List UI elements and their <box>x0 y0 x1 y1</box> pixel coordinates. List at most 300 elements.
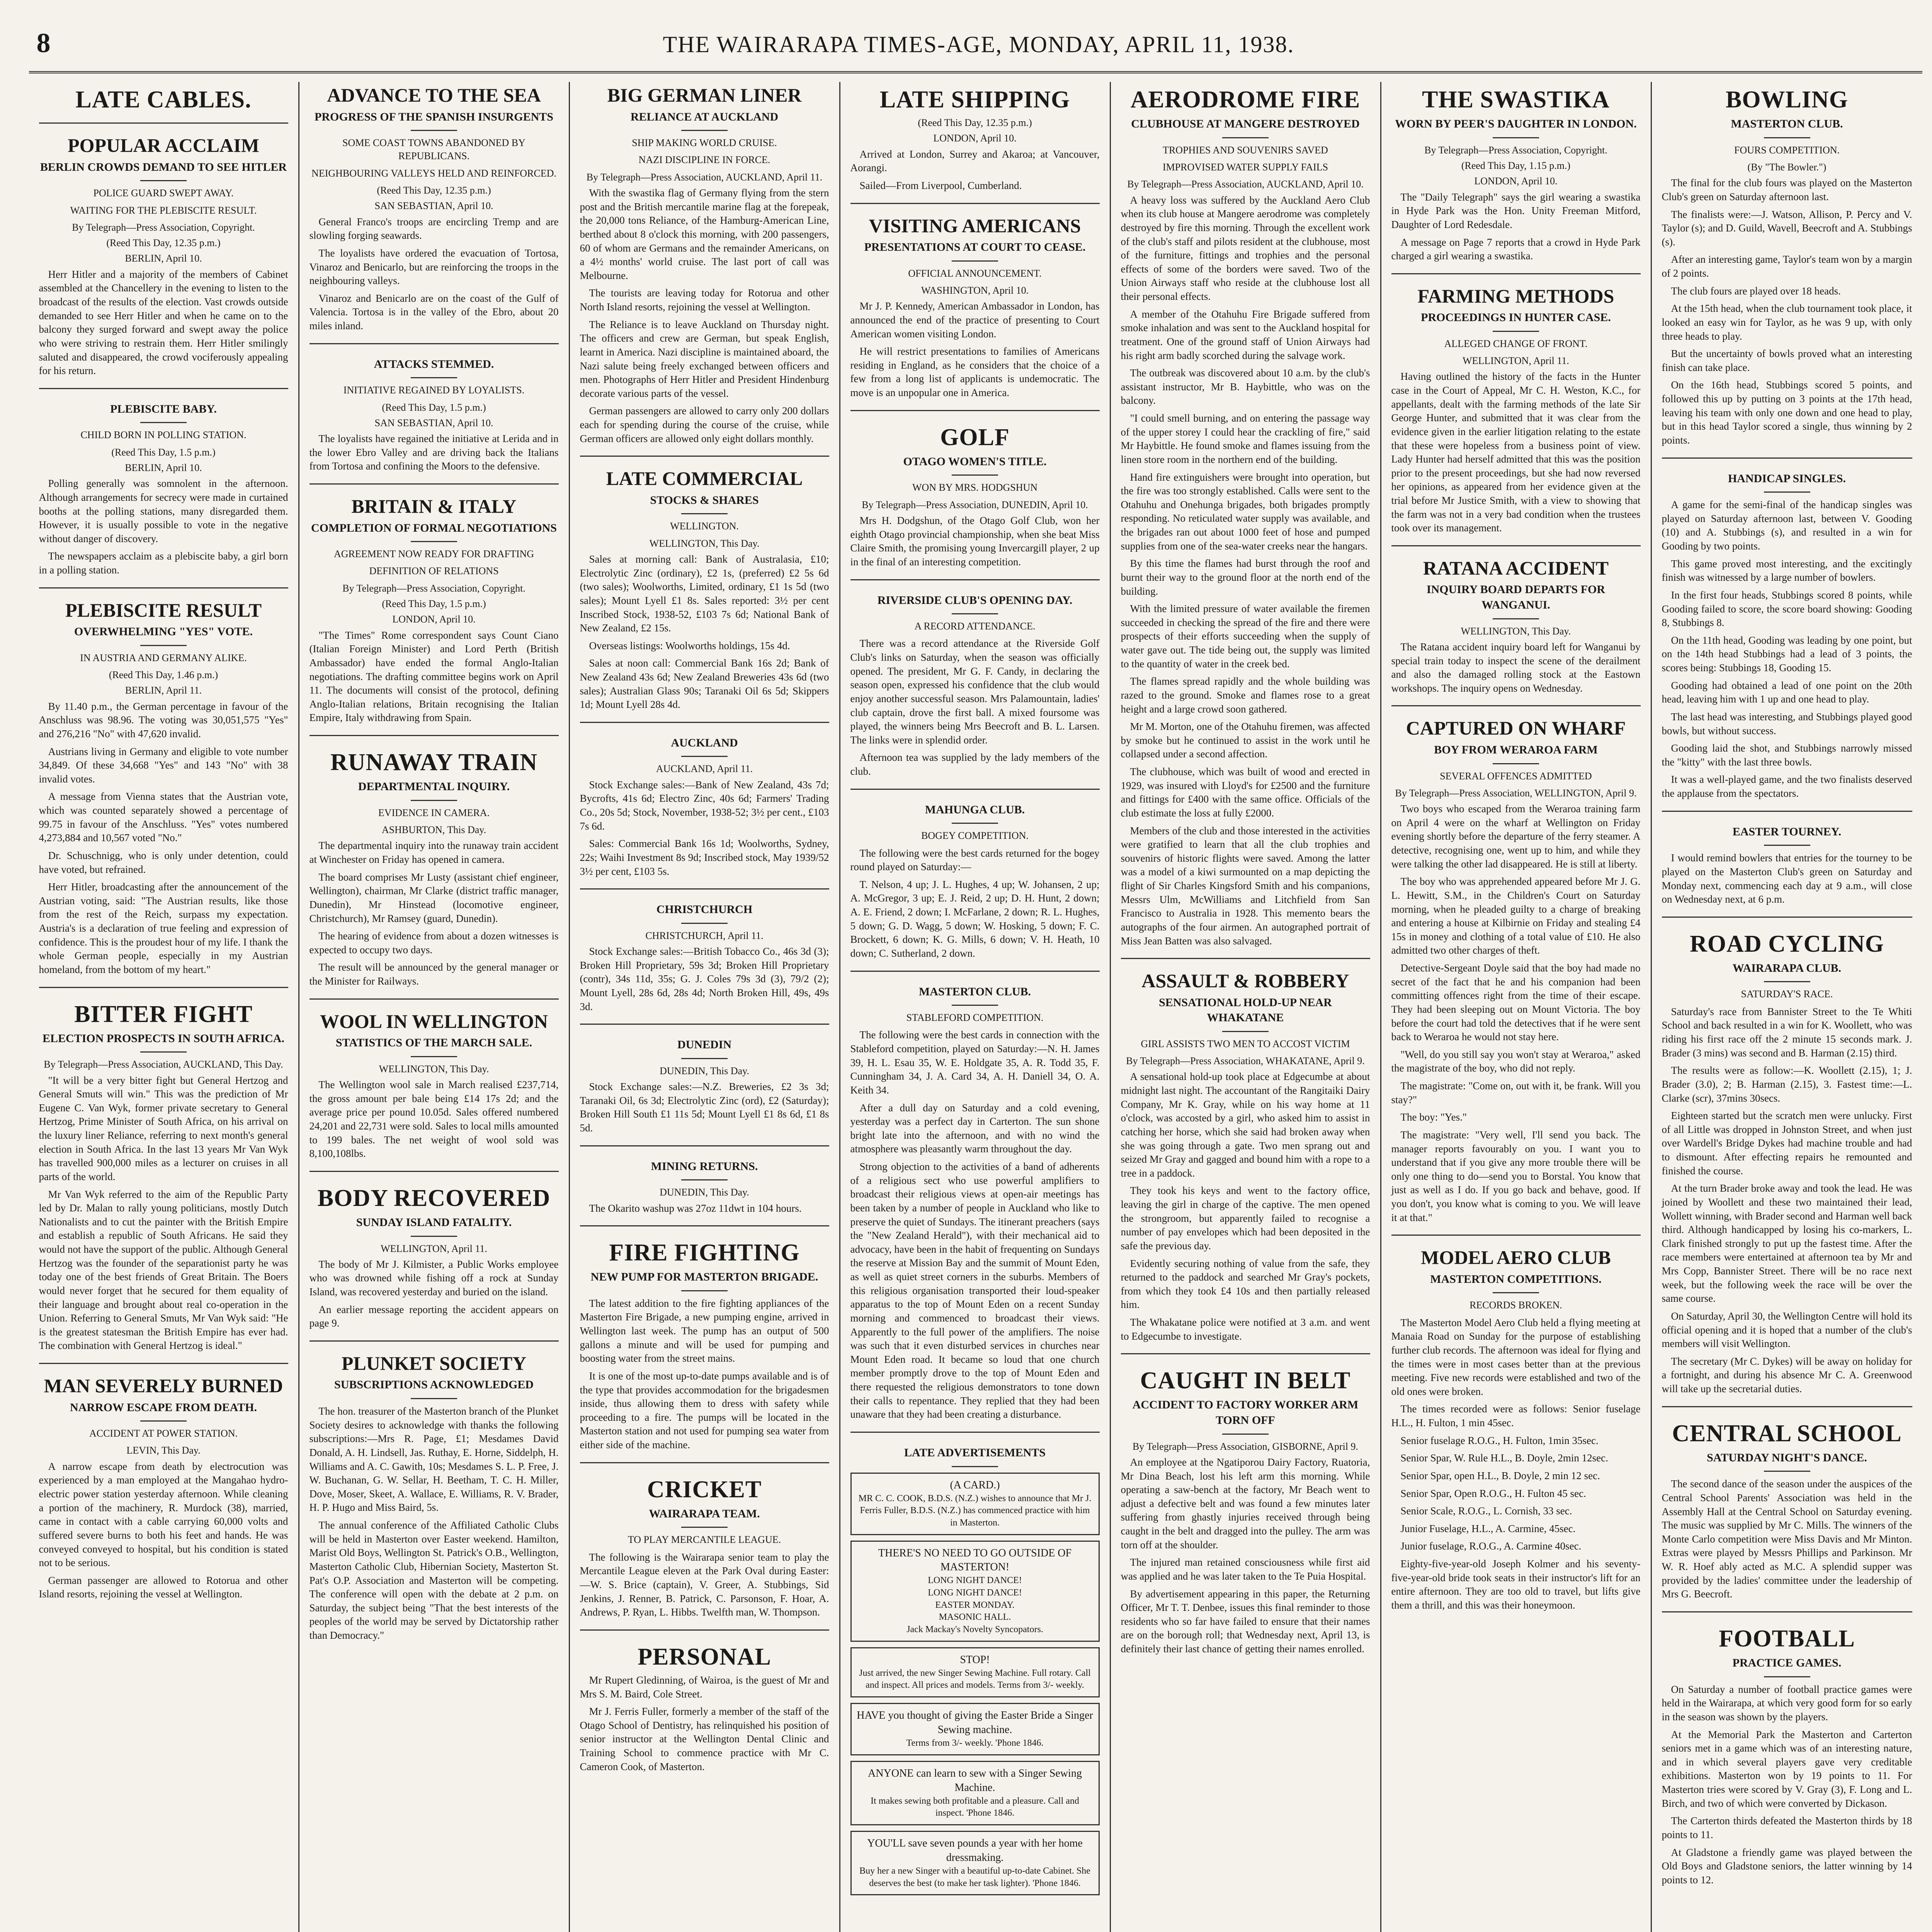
advertisement <box>850 1703 1100 1755</box>
article-subheading: RIVERSIDE CLUB'S OPENING DAY. <box>877 594 1073 607</box>
paragraph: They took his keys and went to the factory office, leaving the girl in charge of the captive. The men opened the strongroom, but apparently failed to recognise a number of pay envelopes which had been deposited in the safe the previous day. <box>1121 1185 1370 1252</box>
divider-rule <box>1222 1031 1269 1032</box>
paragraph: The Carterton thirds defeated the Masterton thirds by 18 points to 11. <box>1662 1815 1912 1840</box>
article <box>310 735 559 988</box>
article-body <box>1121 194 1370 948</box>
article-body <box>310 629 559 725</box>
dateline: (Reed This Day, 12.35 p.m.) <box>918 117 1032 129</box>
article <box>310 998 559 1161</box>
article-subheading: AGREEMENT NOW READY FOR DRAFTING <box>333 548 534 560</box>
article-subheading: WON BY MRS. HODGSHUN <box>912 482 1038 493</box>
article-subheading: IN AUSTRIA AND GERMANY ALIKE. <box>80 652 247 663</box>
article-subheading: STABLEFORD COMPETITION. <box>906 1012 1044 1024</box>
article-subheading: ACCIDENT TO FACTORY WORKER ARM TORN OFF <box>1132 1398 1359 1427</box>
divider-rule <box>411 130 457 131</box>
ad-line: LONG NIGHT DANCE! <box>928 1588 1022 1598</box>
article-body <box>39 700 288 977</box>
paragraph: "It will be a very bitter fight but General Hertzog and General Smuts will win." This was the prediction of Mr Eugene C. Van Wyk, former private secretary to General Hertzog, Prime Minister of South Africa, on his arrival on the luxury liner Reliance, referring to next month's general election in South Africa. In the last 13 years Mr Van Wyk has travelled 900,000 miles as a lecturer on cruises in all parts of the world. <box>39 1074 288 1182</box>
article <box>850 1432 1100 1895</box>
article-headline: BRITAIN & ITALY <box>351 495 517 517</box>
article-subheading: BOGEY COMPETITION. <box>921 830 1029 842</box>
paragraph: Members of the club and those interested in the activities were gratified to learn that all the club trophies and souvenirs of historic flights were saved. Among the latter was a model of a kiwi surmounted on a map depicting the flight of Sir Charles Kingsford Smith and his companions, Messrs Ulm, McWilliams and Litchfield from San Francisco to Australia in 1928. This memento bears the autographs of the four airmen. An autographed portrait of Miss Jean Batten was also salvaged. <box>1121 825 1370 947</box>
article-headline: POPULAR ACCLAIM <box>68 134 259 156</box>
ad-heading: ANYONE can learn to sew with a Singer Sewing Machine. <box>868 1767 1082 1794</box>
paragraph: An earlier message reporting the accident appears on page 9. <box>309 1303 559 1329</box>
article-body <box>1391 190 1641 263</box>
divider-rule <box>952 613 998 614</box>
paragraph: By 11.40 p.m., the German percentage in favour of the Anschluss was 98.96. The voting was 30,051,575 "Yes" and 276,216 "No" with 47,620 invalid. <box>39 700 288 740</box>
article-body <box>580 945 829 1014</box>
divider-rule <box>411 1398 457 1399</box>
paragraph: Junior Fuselage, H.L., A. Carmine, 45sec. <box>1400 1522 1576 1534</box>
article-subheading: INQUIRY BOARD DEPARTS FOR WANGANUI. <box>1426 583 1605 612</box>
paragraph: Mrs H. Dodgshun, of the Otago Golf Club, won her eighth Otago provincial championship, when she beat Miss Claire Smith, the promising young Invercargill player, 2 up in the final of an interesting competition. <box>850 515 1100 568</box>
divider-rule <box>1493 137 1539 138</box>
paragraph: Austrians living in Germany and eligible to vote number 34,849. Of these 34,668 "Yes" and 143 "No" with 38 invalid votes. <box>39 745 288 785</box>
paragraph: Gooding had obtained a lead of one point on the 20th head, leaving him with 1 up and one head to play. <box>1662 679 1912 705</box>
article-headline: BODY RECOVERED <box>317 1185 551 1211</box>
article-subheading: OTAGO WOMEN'S TITLE. <box>903 455 1047 468</box>
article-subheading: WORN BY PEER'S DAUGHTER IN LONDON. <box>1395 117 1637 131</box>
column-6 <box>1381 82 1652 1932</box>
paragraph: The following is the Wairarapa senior team to play the Mercantile League eleven at the Park Oval during Easter:—W. S. Brice (captain), V. Greer, A. Stubbings, Sid Jenkins, J. Renner, B. Patrick, C. Parsonson, F. Hoar, A. Andrews, P. Ryan, L. Hibbs. Twelfth man, W. Thompson. <box>580 1551 829 1618</box>
column-2 <box>299 82 570 1932</box>
article <box>1391 1235 1641 1612</box>
paragraph: The Reliance is to leave Auckland on Thursday night. The officers and crew are German, but speak English, learnt in America. Nazi discipline is maintained aboard, the Nazi salute being freely exchanged between officers and men. Photographs of Herr Hitler and President Hindenburg decorate various parts of the vessel. <box>580 318 829 399</box>
dateline: WELLINGTON, This Day. <box>1461 625 1571 637</box>
article-headline: MODEL AERO CLUB <box>1421 1247 1611 1269</box>
article <box>39 587 288 977</box>
divider-rule <box>681 1058 728 1059</box>
article <box>310 1340 559 1643</box>
ad-line: LONG NIGHT DANCE! <box>928 1575 1022 1586</box>
paragraph: Detective-Sergeant Doyle said that the boy had made no secret of the fact that he and his companion had been committing offences right from the time of their escape. They had been sleeping out on Mount Victoria. The boy before the court had told the detectives that if he were sent back to Weraroa he would not stay here. <box>1391 962 1641 1043</box>
ad-heading: YOU'LL save seven pounds a year with her home dressmaking. <box>867 1837 1083 1864</box>
divider-rule <box>952 260 998 262</box>
column-1 <box>29 82 299 1932</box>
article-body <box>580 1297 829 1452</box>
article-subheading: SEVERAL OFFENCES ADMITTED <box>1440 770 1592 782</box>
paragraph: Overseas listings: Woolworths holdings, 15s 4d. <box>589 639 790 651</box>
article-body <box>1662 851 1912 906</box>
article-body <box>580 186 829 446</box>
paragraph: "The Times" Rome correspondent says Count Ciano (Italian Foreign Minister) and Lord Perth (British Ambassador) have ended the formal Anglo-Italian negotiations. The drafting committee begins work on April 11. The documents will consist of the protocol, defining Anglo-Italian relations, Britain recognising the Italian Empire, Italy withdrawing from Spain. <box>309 629 559 724</box>
article-headline: CAPTURED ON WHARF <box>1406 717 1626 739</box>
article <box>580 1024 829 1135</box>
paragraph: Saturday's race from Bannister Street to the Te Whiti School and back resulted in a win for K. Woollett, who was riding his first race off the 2 minute 15 seconds mark. J. Brader (3 mins) was second and B. Harman (2.15) third. <box>1662 1005 1912 1059</box>
article <box>850 789 1100 961</box>
paragraph: The magistrate: "Come on, out with it, be frank. Will you stay?" <box>1391 1080 1641 1105</box>
divider-rule <box>1222 137 1269 138</box>
paragraph: But the uncertainty of bowls proved what an interesting finish can take place. <box>1662 348 1912 373</box>
paragraph: A message on Page 7 reports that a crowd in Hyde Park charged a girl wearing a swastika. <box>1391 236 1641 262</box>
divider-rule <box>1764 1471 1810 1472</box>
ad-line: Buy her a new Singer with a beautiful up-to-date Cabinet. She deserves the best (to make her task lighter). 'Phone 1846. <box>859 1866 1090 1888</box>
article-headline: FOOTBALL <box>1719 1625 1855 1652</box>
paragraph: There was a record attendance at the Riverside Golf Club's links on Saturday, when the season was officially opened. The president, Mr G. F. Candy, in declaring the season open, expressed his confidence that the club would enjoy another successful season. Mrs Palamountain, ladies' club captain, drove the first ball. A mixed foursome was played, the winners being Mrs Beecroft and B. L. Larsen. The links were in splendid order. <box>850 638 1100 746</box>
paragraph: The flames spread rapidly and the whole building was razed to the ground. Smoke and flames rose to a great height and a large crowd soon gathered. <box>1121 675 1370 715</box>
paragraph: The board comprises Mr Lusty (assistant chief engineer, Wellington), chairman, Mr Clarke (district traffic manager, Dunedin), Mr Hinstead (locomotive engineer, Christchurch), Mr Ramsey (guard, Dunedin). <box>309 871 559 924</box>
paragraph: Sailed—From Liverpool, Cumberland. <box>859 179 1022 191</box>
article-body <box>580 553 829 712</box>
paragraph: Strong objection to the activities of a band of adherents of a religious sect who use powerful amplifiers to broadcast their religious views at open-air meetings has been taken by a number of people in Auckland who like to preserve the quiet of Sundays. The itinerant preachers (says the "New Zealand Herald"), with their mechanical aid to advocacy, have been in the habit of frequenting on Sundays the reserve at Mission Bay and the summit of Mount Eden, as well as quiet street corners in the suburbs. Members of this religious organisation transported their loud-speaker apparatus to the top of Mount Eden on a recent Sunday morning and commenced to broadcast their views. Apparently to the full power of the amplifiers. The noise was such that it even disturbed services in churches near Mount Eden road. It became so loud that one church member promptly drove to the top of Mount Eden and there requested the religious demonstrators to tone down their calls to repentance. They replied that they had been unaware that they had been creating a disturbance. <box>850 1161 1100 1420</box>
paragraph: German passengers are allowed to carry only 200 dollars each for spending during the course of the cruise, while German officers are allowed only eight dollars monthly. <box>580 405 829 444</box>
paragraph: At Gladstone a friendly game was played between the Old Boys and Gladstone seniors, the latter winning by 14 points to 12. <box>1662 1846 1912 1886</box>
paragraph: Mr J. Ferris Fuller, formerly a member of the staff of the Otago School of Dentistry, has relinquished his position of senior instructor at the Wellington Dental Clinic and Training School to commence practice with Mr C. Cameron Cook, of Masterton. <box>580 1706 829 1772</box>
dateline: By Telegraph—Press Association, WELLINGTON, April 9. <box>1395 787 1637 799</box>
dateline: By Telegraph—Press Association, AUCKLAND, This Day. <box>44 1059 283 1070</box>
paragraph: Eighty-five-year-old Joseph Kolmer and his seventy-five-year-old bride took seats in their instructor's lift for an entire afternoon. They are too old to travel, but lifts give them a thrill, and this was their honeymoon. <box>1391 1558 1641 1611</box>
article-subheading: WAITING FOR THE PLEBISCITE RESULT. <box>70 204 257 216</box>
dateline: By Telegraph—Press Association, Copyright. <box>342 582 526 594</box>
article-subheading: NARROW ESCAPE FROM DEATH. <box>70 1401 257 1414</box>
paragraph: The latest addition to the fire fighting appliances of the Masterton Fire Brigade, a new pumping engine, arrived in Wellington last week. The pump has an output of 500 gallons a minute and will be used for pumping and boosting water from the street mains. <box>580 1297 829 1364</box>
paragraph: Afternoon tea was supplied by the lady members of the club. <box>850 752 1100 777</box>
article-body <box>39 268 288 378</box>
paragraph: The outbreak was discovered about 10 a.m. by the club's assistant instructor, Mr B. Haybittle, who was on the balcony. <box>1121 367 1370 406</box>
paragraph: Sales at morning call: Bank of Australasia, £10; Electrolytic Zinc (ordinary), £2 1s, (preferred) £2 5s 6d (two sales); Woolworths, Limited, ordinary, £1 1s 5d (two sales); Mount Lyell £1 8s. Sales reported: 3½ per cent Inscribed Stock, 1938-52, £103 7s 6d; National Bank of New Zealand, £2 15s. <box>580 553 829 634</box>
article-body <box>1662 176 1912 447</box>
article <box>1662 1406 1912 1601</box>
paragraph: The Okarito washup was 27oz 11dwt in 104 hours. <box>589 1202 802 1214</box>
article-headline: CAUGHT IN BELT <box>1140 1367 1351 1394</box>
paragraph: With the swastika flag of Germany flying from the stern post and the British mercantile marine flag at the forepeak, the 20,000 tons Reliance, of the Hamburg-American Line, berthed about 8 o'clock this morning, with 200 passengers, 60 of whom are Germans and the remainder Americans, on a 4½ months' world cruise. The last port of call was Melbourne. <box>580 187 829 281</box>
paragraph: I would remind bowlers that entries for the tourney to be played on the Masterton Club's green on Saturday and Monday next, commencing each day at 9 a.m., will close on Wednesday next, at 6 p.m. <box>1662 852 1912 905</box>
dateline: WELLINGTON, This Day. <box>379 1063 489 1075</box>
article <box>310 483 559 725</box>
dateline: LONDON, April 10. <box>1474 175 1558 187</box>
article-body <box>850 637 1100 778</box>
article-subheading: POLICE GUARD SWEPT AWAY. <box>93 187 234 199</box>
article-headline: PERSONAL <box>638 1643 771 1670</box>
article-headline: RATANA ACCIDENT <box>1423 557 1609 579</box>
ad-line: Jack Mackay's Novelty Syncopators. <box>906 1624 1043 1635</box>
divider-rule <box>411 1236 457 1237</box>
paragraph: Senior Spar, open H.L., B. Doyle, 2 min 12 sec. <box>1400 1469 1600 1481</box>
article <box>39 122 288 378</box>
article <box>850 87 1100 193</box>
article <box>310 1171 559 1330</box>
paragraph: An employee at the Ngatiporou Dairy Factory, Ruatoria, Mr Dina Beach, lost his left arm this morning. While operating a saw-bench at the factory, Mr Beach went to adjust a defective belt and was found a few minutes later suffering from ghastly injuries received through being caught in the belt and dragged into the pulley. The arm was torn off at the shoulder. <box>1121 1456 1370 1551</box>
paragraph: T. Nelson, 4 up; J. L. Hughes, 4 up; W. Johansen, 2 up; A. McGregor, 3 up; E. J. Reid, 2 up; D. H. Hunt, 2 down; A. E. Friend, 2 down; I. McFarlane, 2 down; R. L. Hughes, 5 down; G. D. Wagg, 5 down; W. Hosking, 5 down; F. C. Brockett, 6 down; K. G. Mills, 6 down; V. H. Heath, 10 down; C. Sutherland, 2 down. <box>850 878 1100 959</box>
dateline: DUNEDIN, This Day. <box>660 1187 749 1198</box>
column-4 <box>840 82 1111 1932</box>
article <box>580 1145 829 1216</box>
paragraph: It was a well-played game, and the two finalists deserved the applause from the spectators. <box>1662 774 1912 799</box>
divider-rule <box>681 756 728 757</box>
divider-rule <box>140 180 187 181</box>
page-number: 8 <box>36 27 51 58</box>
paragraph: The hearing of evidence from about a dozen witnesses is expected to occupy two days. <box>309 930 559 956</box>
ad-heading: (A CARD.) <box>950 1479 1000 1491</box>
article <box>39 987 288 1353</box>
article-subheading: SATURDAY NIGHT'S DANCE. <box>1707 1451 1867 1464</box>
article <box>580 85 829 446</box>
article-headline: ADVANCE TO THE SEA <box>327 84 541 106</box>
paragraph: The "Daily Telegraph" says the girl wearing a swastika in Hyde Park was the Hon. Unity Freeman Mitford, Daughter of Lord Redesdale. <box>1391 191 1641 230</box>
divider-rule <box>411 1056 457 1057</box>
column-5 <box>1111 82 1381 1932</box>
paragraph: Arrived at London, Surrey and Akaroa; at Vancouver, Aorangi. <box>850 148 1100 174</box>
paragraph: A heavy loss was suffered by the Auckland Aero Club when its club house at Mangere aerodrome was completely destroyed by fire this morning. Through the excellent work of the club's staff and pilots resident at the clubhouse, most of the furniture, fittings and trophies and the personal effects of some of the borders were saved. Two of the Union Airways staff who reside at the clubhouse lost all their personal effects. <box>1121 194 1370 302</box>
paragraph: Stock Exchange sales:—British Tobacco Co., 46s 3d (3); Broken Hill Proprietary, 59s 3d; Broken Hill Proprietary (contr), 34s 11d, 35s; G. J. Coles 79s 3d (3), 79/2 (2); Mount Lyell, 28s 6d, 28s 4d; North Broken Hill, 49s, 49s 3d. <box>580 946 829 1012</box>
article-headline: ROAD CYCLING <box>1690 930 1884 957</box>
article <box>850 971 1100 1422</box>
dateline: (Reed This Day, 1.46 p.m.) <box>109 669 218 681</box>
paragraph: The Wellington wool sale in March realised £237,714, the gross amount per bale being £14 17s 2d; and the average price per pound 10.05d. Sales offered numbered 24,201 and 22,731 were sold. Sales to local mills amounted to 199 bales. The net weight of wool sold was 8,100,108lbs. <box>309 1079 559 1160</box>
dateline: (Reed This Day, 1.5 p.m.) <box>382 401 486 413</box>
paragraph: The loyalists have ordered the evacuation of Tortosa, Vinaroz and Benicarlo, but are reinforcing the troops in the neighbouring valleys. <box>309 247 559 287</box>
paragraph: Stock Exchange sales:—Bank of New Zealand, 43s 7d; Bycrofts, 41s 6d; Electro Zinc, 40s 6d; Farmers' Trading Co., 20s 5d; Stock, November, 1938-52; 3½ per cent., £103 7s 6d. <box>580 779 829 832</box>
article-subheading: HANDICAP SINGLES. <box>1728 472 1846 485</box>
divider-rule <box>681 130 728 131</box>
article <box>1391 87 1641 263</box>
paragraph: German passenger are allowed to Rotorua and other Island resorts, rejoining the vessel at Wellington. <box>39 1574 288 1600</box>
article-headline: PLUNKET SOCIETY <box>341 1352 527 1374</box>
paragraph: After a dull day on Saturday and a cold evening, yesterday was a perfect day in Carterton. The sun shone bright late into the afternoon, and with no wind the atmosphere was pleasantly warm throughout the day. <box>850 1102 1100 1155</box>
divider-rule <box>140 1420 187 1422</box>
paragraph: The loyalists have regained the initiative at Lerida and in the lower Ebro Valley and are driving back the Italians from Tortosa and confining the Moors to the defensive. <box>309 433 559 472</box>
paragraph: The result will be announced by the general manager or the Minister for Railways. <box>309 961 559 987</box>
divider-rule <box>140 645 187 646</box>
dateline: ASHBURTON, This Day. <box>381 824 486 836</box>
article <box>310 343 559 473</box>
advertisement <box>850 1761 1100 1825</box>
article-subheading: ALLEGED CHANGE OF FRONT. <box>1444 338 1588 349</box>
article-subheading: MAHUNGA CLUB. <box>925 803 1025 816</box>
dateline: LEVIN, This Day. <box>126 1445 201 1456</box>
divider-rule <box>681 1179 728 1180</box>
dateline: By Telegraph—Press Association, Copyright. <box>72 221 255 233</box>
article-subheading: SUNDAY ISLAND FATALITY. <box>356 1216 512 1229</box>
article-body <box>850 847 1100 961</box>
paragraph: The secretary (Mr C. Dykes) will be away on holiday for a fortnight, and during his absence Mr C. A. Greenwood will take up the secretarial duties. <box>1662 1355 1912 1395</box>
article-headline: FARMING METHODS <box>1417 285 1614 307</box>
paragraph: The hon. treasurer of the Masterton branch of the Plunket Society desires to acknowledge with thanks the following subscriptions:—Mrs R. Page, £1; Mesdames David Donald, A. H. Lindsell, Jas. Ruthay, E. Horne, Siddelph, H. Williams and A. C. Gawith, 10s; Mesdames S. L. P. Free, J. W. Buchanan, G. W. Sellar, H. Beetham, T. C. H. Miller, Dove, Moser, Skeet, A. Wallace, E. Williams, R. V. Brader, H. P. Hugo and Miss Baird, 5s. <box>309 1405 559 1514</box>
article-subheading: RELIANCE AT AUCKLAND <box>630 110 779 123</box>
paragraph: By this time the flames had burst through the roof and burnt their way to the ground floor at the north end of the building. <box>1121 558 1370 597</box>
article-subheading: CHILD BORN IN POLLING STATION. <box>80 429 247 441</box>
article-subheading: STOCKS & SHARES <box>650 493 759 507</box>
article-headline: BIG GERMAN LINER <box>607 84 802 106</box>
article-subheading: NEW PUMP FOR MASTERTON BRIGADE. <box>590 1270 818 1284</box>
article-headline: MAN SEVERELY BURNED <box>44 1375 283 1397</box>
dateline: WELLINGTON, April 11. <box>381 1243 487 1254</box>
dateline: (Reed This Day, 12.35 p.m.) <box>377 185 491 196</box>
article <box>580 888 829 1014</box>
article <box>1121 1353 1370 1656</box>
article-subheading: SHIP MAKING WORLD CRUISE. <box>632 137 777 149</box>
paragraph: "I could smell burning, and on entering the passage way of the upper storey I could hear the crackling of fire," said Mr Haybittle. He found smoke and flames issuing from the linen store room in the northern end of the building. <box>1121 412 1370 465</box>
article <box>39 1363 288 1601</box>
paragraph: The Ratana accident inquiry board left for Wanganui by special train today to inspect the scene of the derailment and also the damaged rolling stock at the Eastown workshops. The inquiry opens on Wednesday. <box>1391 641 1641 694</box>
article-subheading: SATURDAY'S RACE. <box>1741 988 1833 1000</box>
divider-rule <box>952 823 998 824</box>
paragraph: Junior fuselage, R.O.G., A. Carmine 40sec. <box>1400 1540 1582 1552</box>
article <box>1662 87 1912 447</box>
article-body <box>1391 802 1641 1225</box>
article-subheading: STATISTICS OF THE MARCH SALE. <box>335 1036 532 1049</box>
paragraph: This game proved most interesting, and the excitingly finish was witnessed by a large number of bowlers. <box>1662 558 1912 583</box>
dateline: CHRISTCHURCH, April 11. <box>645 930 764 941</box>
article-subheading: PRESENTATIONS AT COURT TO CEASE. <box>864 241 1086 254</box>
article-body <box>1391 640 1641 696</box>
article-body <box>1391 1316 1641 1612</box>
paragraph: Sales at noon call: Commercial Bank 16s 2d; Bank of New Zealand 43s 6d; New Zealand Breweries 43s 6d (two sales); Australian Glass 90s; Taranaki Oil 6s 5d; Skippers 1d; Mount Lyell 28s 4d. <box>580 657 829 711</box>
paragraph: On the 11th head, Gooding was leading by one point, but on the 14th head Stubbings had a lead of 3 points, the scores being: Stubbings 18, Gooding 15. <box>1662 634 1912 674</box>
article-body <box>310 215 559 333</box>
paragraph: Dr. Schuschnigg, who is only under detention, could have voted, but refrained. <box>39 849 288 875</box>
dateline: By Telegraph—Press Association, AUCKLAND, April 11. <box>586 171 823 183</box>
divider-rule <box>681 1527 728 1528</box>
article-headline: RUNAWAY TRAIN <box>330 749 538 776</box>
article <box>1662 811 1912 906</box>
article-subheading: WELLINGTON. <box>670 520 739 532</box>
article-subheading: NEIGHBOURING VALLEYS HELD AND REINFORCED. <box>311 167 556 179</box>
article-body <box>1121 1070 1370 1343</box>
article-body <box>39 1074 288 1353</box>
article-headline: LATE COMMERCIAL <box>606 468 803 490</box>
dateline: By Telegraph—Press Association, AUCKLAND, April 10. <box>1127 179 1364 190</box>
article-headline: AERODROME FIRE <box>1130 87 1361 113</box>
article-subheading: RECORDS BROKEN. <box>1469 1299 1562 1311</box>
divider-rule <box>1222 1434 1269 1435</box>
paragraph: The Masterton Model Aero Club held a flying meeting at Manaia Road on Sunday for the purpose of establishing further club records. The afternoon was ideal for flying and the times were in most cases better than at the previous meeting. Five new records were established and two of the old ones were broken. <box>1391 1316 1641 1397</box>
article-subheading: AUCKLAND <box>671 736 738 749</box>
article-body <box>580 778 829 878</box>
dateline: (Reed This Day, 1.15 p.m.) <box>1461 160 1571 171</box>
divider-rule <box>1493 763 1539 764</box>
article-subheading: PRACTICE GAMES. <box>1732 1656 1842 1670</box>
divider-rule <box>411 541 457 542</box>
column-7 <box>1652 82 1922 1932</box>
article-body <box>310 1405 559 1643</box>
article <box>310 85 559 333</box>
divider-rule <box>1764 981 1810 982</box>
paragraph: The club fours are played over 18 heads. <box>1671 285 1841 297</box>
article-headline: THE SWASTIKA <box>1422 87 1610 113</box>
article-headline: CENTRAL SCHOOL <box>1672 1420 1902 1447</box>
article-subheading: IMPROVISED WATER SUPPLY FAILS <box>1162 162 1328 173</box>
paragraph: On Saturday a number of football practice games were held in the Wairarapa, at which very good form for so early in the season was shown by the players. <box>1662 1683 1912 1723</box>
article-subheading: PROGRESS OF THE SPANISH INSURGENTS <box>315 110 553 123</box>
paragraph: The annual conference of the Affiliated Catholic Clubs will be held in Masterton over Easter weekend. Hamilton, Marist Old Boys, Wellington St. Patrick's O.B., Wellington, Masterton Catholic Club, Hibernian Society, Masterton St. Pat's O.P. Association and Masterton will be competing. The conference will open with the debate at 2 p.m. on Saturday, the subject being "That the best interests of the peoples of the world may be served by Dictatorship rather than Democracy." <box>309 1519 559 1641</box>
advertisement <box>850 1647 1100 1697</box>
paragraph: Polling generally was somnolent in the afternoon. Although arrangements for secrecy were made in curtained booths at the polling stations, many disregarded them. However, it is usually possible to vote in the negative without danger of discovery. <box>39 478 288 544</box>
divider-rule <box>952 1005 998 1006</box>
article-body <box>310 1078 559 1161</box>
paragraph: On Saturday, April 30, the Wellington Centre will hold its official opening and it is hoped that a number of the club's members will visit Wellington. <box>1662 1310 1912 1350</box>
article-headline: GOLF <box>940 424 1010 451</box>
article-subheading: MASTERTON CLUB. <box>1731 117 1843 131</box>
dateline: By Telegraph—Press Association, Copyright. <box>1424 144 1607 156</box>
paragraph: A narrow escape from death by electrocution was experienced by a man employed at the Mangahao hydro-electric power station yesterday afternoon. While cleaning a portion of the machinery, R. Murdock (38), married, came in contact with a cable carrying 60,000 volts and suffered severe burns to both his feet and hands. He was conveyed conveyed to hospital, but his condition is stated not to be serious. <box>39 1460 288 1569</box>
article <box>1121 958 1370 1343</box>
ad-line: Terms from 3/- weekly. 'Phone 1846. <box>906 1738 1044 1748</box>
article-subheading: ACCIDENT AT POWER STATION. <box>89 1428 238 1439</box>
article-body <box>850 514 1100 569</box>
paragraph: The following were the best cards in connection with the Stableford competition, played on Saturday:—N. H. James 39, H. L. Esau 35, W. E. Holdgate 35, A. R. Todd 35, F. Cunningham 34, J. A. Card 34, A. H. Daniell 34, O. A. Keith 34. <box>850 1029 1100 1096</box>
divider-rule <box>952 1466 998 1467</box>
article-subheading: ELECTION PROSPECTS IN SOUTH AFRICA. <box>43 1032 284 1045</box>
article-body <box>310 432 559 473</box>
paragraph: Mr Van Wyk referred to the aim of the Republic Party led by Dr. Malan to rally young politicians, mostly Dutch Nationalists and to cut the painter with the British Empire and establish a republic of South Africans. He said they would not have the support of the public. Although General Hertzog was the founder of the separationist party he was today one of the best friends of Great Britain. The Boers would never forget that he secured for them equality of their language and brought about real co-operation in the Union. Referring to General Smuts, Mr Van Wyk said: "He is the greatest statesman the British Empire has ever had. The combination with General Hertzog is ideal." <box>39 1188 288 1352</box>
article-headline: LATE SHIPPING <box>879 87 1070 113</box>
paragraph: At the 15th head, when the club tournament took place, it looked an easy win for Taylor, as he was 9 up, with only three heads to play. <box>1662 303 1912 342</box>
article-body <box>1662 1005 1912 1396</box>
paragraph: With the limited pressure of water available the firemen succeeded in checking the spread of the fire and there were prospects of their efforts succeeding when the supply of water gave out. The tide being out, the supply was limited to the quantity of water in the creek bed. <box>1121 603 1370 670</box>
article-headline: BOWLING <box>1725 87 1849 113</box>
article-subheading: COMPLETION OF FORMAL NEGOTIATIONS <box>311 521 557 534</box>
article-headline: PLEBISCITE RESULT <box>65 599 262 621</box>
paragraph: Mr M. Morton, one of the Otahuhu firemen, was affected by smoke but he continued to assist in the work until he collapsed under a second affection. <box>1121 721 1370 760</box>
divider-rule <box>681 513 728 514</box>
dateline: WELLINGTON, April 11. <box>1463 355 1569 367</box>
paragraph: At the Memorial Park the Masterton and Carterton seniors met in a game which was of an interesting nature, and in which several players gave very creditable exhibitions. Masterton won by 19 points to 11. For Masterton tries were scored by V. Gray (3), F. Long and L. Birch, and two of which were converted by Dickason. <box>1662 1728 1912 1809</box>
paragraph: Senior Spar, Open R.O.G., H. Fulton 45 sec. <box>1400 1487 1586 1499</box>
article-subheading: SENSATIONAL HOLD-UP NEAR WHAKATANE <box>1159 996 1332 1024</box>
article-subheading: WAIRARAPA TEAM. <box>649 1507 760 1520</box>
article-subheading: BERLIN CROWDS DEMAND TO SEE HITLER <box>40 160 287 173</box>
article <box>1662 1611 1912 1887</box>
paragraph: Evidently securing nothing of value from the safe, they returned to the paddock and searched Mr Gray's pockets, from which they took £4 10s and then partially released him. <box>1121 1257 1370 1311</box>
divider-rule <box>411 377 457 378</box>
paragraph: The finalists were:—J. Watson, Allison, P. Percy and V. Taylor (s); and D. Guild, Wavell, Beecroft and A. Stubbings (s). <box>1662 208 1912 248</box>
article-headline: WOOL IN WELLINGTON <box>320 1010 548 1032</box>
article-subheading: TO PLAY MERCANTILE LEAGUE. <box>628 1534 781 1546</box>
article-headline: CRICKET <box>647 1476 762 1503</box>
paragraph: The boy who was apprehended appeared before Mr J. G. L. Hewitt, S.M., in the Children's Court on Saturday morning, when he pleaded guilty to a charge of breaking and entering a house at Kilbirnie on Friday and stealing £4 15s in money and clothing of a total value of £10. He also admitted two other charges of theft. <box>1391 876 1641 956</box>
article <box>1391 705 1641 1225</box>
article <box>850 579 1100 779</box>
paragraph: Mr J. P. Kennedy, American Ambassador in London, has announced the end of the practice of presenting to Court American women visiting London. <box>850 300 1100 340</box>
article-subheading: LATE ADVERTISEMENTS <box>904 1446 1046 1459</box>
divider-rule <box>411 800 457 801</box>
article-subheading: EVIDENCE IN CAMERA. <box>378 807 490 818</box>
dateline: SAN SEBASTIAN, April 10. <box>374 417 493 429</box>
dateline: By Telegraph—Press Association, GISBORNE, April 9. <box>1132 1440 1359 1452</box>
running-title: THE WAIRARAPA TIMES-AGE, MONDAY, APRIL 11, 1938. <box>663 32 1294 57</box>
article <box>39 87 288 112</box>
paragraph: Sales: Commercial Bank 16s 1d; Woolworths, Sydney, 22s; Waihi Investment 8s 9d; Inscribed stock, May 1939/52 3½ per cent, £103 5s. <box>580 838 829 877</box>
columns <box>29 82 1922 1932</box>
dateline: WELLINGTON, This Day. <box>649 537 760 549</box>
ad-heading: STOP! <box>960 1653 990 1666</box>
article-subheading: OVERWHELMING "YES" VOTE. <box>74 625 253 638</box>
article <box>39 388 288 577</box>
divider-rule <box>681 923 728 924</box>
paragraph: Senior Spar, W. Rule H.L., B. Doyle, 2min 12sec. <box>1400 1452 1608 1464</box>
article-headline: VISITING AMERICANS <box>869 214 1081 236</box>
paragraph: At the turn Brader broke away and took the lead. He was joined by Woollett and these two maintained their lead, Wollett winning, with Brader second and Harman well back third. Although handicapped by losing his co-markers, L. Clark finished strongly to put up the fastest time. After the race members were entertained at afternoon tea by Mr and Mrs Copp, Bannister Street. There will be no race next week, but the following week the race will be over the same course. <box>1662 1182 1912 1304</box>
paragraph: The Whakatane police were notified at 3 a.m. and went to Edgecumbe to investigate. <box>1121 1316 1370 1342</box>
article <box>850 203 1100 400</box>
ad-line: It makes sewing both profitable and a pleasure. Call and inspect. 'Phone 1846. <box>871 1796 1079 1818</box>
article <box>580 1629 829 1774</box>
dateline: BERLIN, April 10. <box>125 253 202 264</box>
article <box>580 1462 829 1619</box>
paragraph: A game for the semi-final of the handicap singles was played on Saturday afternoon last, between V. Gooding (10) and A. Stubbings (s), and resulted in a win for Gooding by two points. <box>1662 499 1912 552</box>
paragraph: On the 16th head, Stubbings scored 5 points, and followed this up by putting on 3 points at the 17th head, leaving his team with only one down and one head to play, but in this head Taylor scored a single, thus winning by 2 points. <box>1662 379 1912 446</box>
paragraph: The magistrate: "Very well, I'll send you back. The manager reports favourably on you. I want you to understand that if you give any more trouble there will be only one thing to do—send you to Borstal. You know that just as well as I do. If you go back and behave, good. If you don't, you know what is coming to you. We will leave it at that." <box>1391 1129 1641 1223</box>
divider-rule <box>952 474 998 476</box>
dateline: WASHINGTON, April 10. <box>921 285 1029 296</box>
dateline: AUCKLAND, April 11. <box>656 763 753 775</box>
paragraph: The body of Mr J. Kilmister, a Public Works employee who was drowned while fishing off a rock at Sunday Island, was recovered yesterday and buried on the island. <box>309 1258 559 1298</box>
divider-rule <box>1764 1676 1810 1677</box>
dateline: SAN SEBASTIAN, April 10. <box>374 200 493 212</box>
paragraph: By advertisement appearing in this paper, the Returning Officer, Mr T. T. Denbee, issues this final reminder to those residents who so far have failed to ensure that their names are on the borough roll; that Wednesday next, April 13, is definitely their last chance of getting their names enrolled. <box>1121 1588 1370 1655</box>
